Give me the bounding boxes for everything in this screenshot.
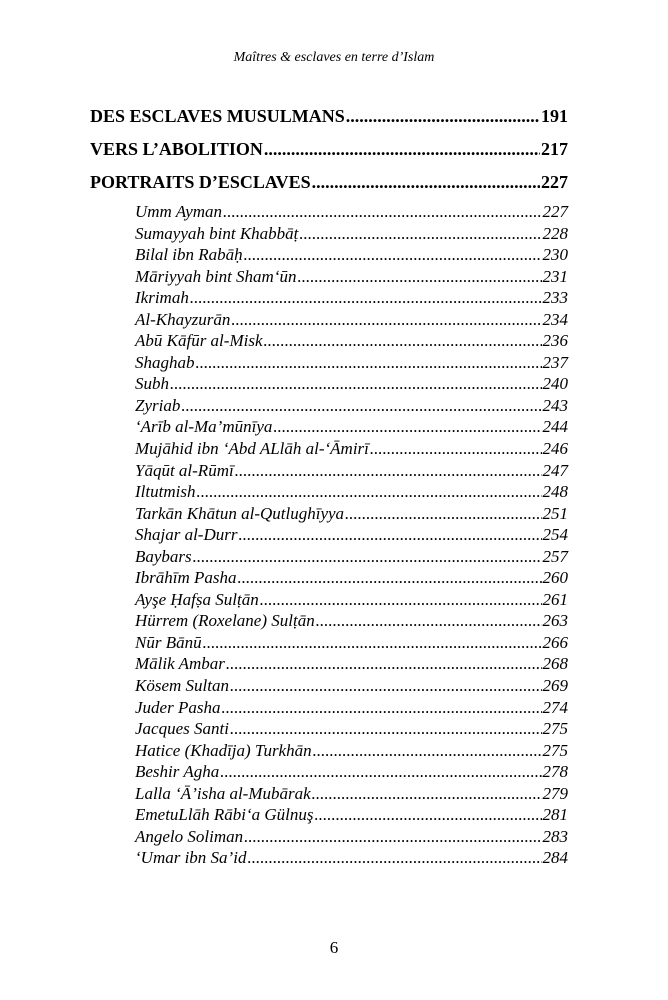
toc-entry	[135, 524, 568, 546]
toc-entry-page: 234	[542, 309, 568, 329]
toc-entry-title: Lalla ‘Ā’isha al-Mubārak	[135, 783, 311, 803]
toc-section-entry	[90, 133, 568, 166]
toc-entry-title: Shajar al-Durr	[135, 525, 238, 545]
toc-entry-title: Nūr Bānū	[135, 632, 202, 652]
toc-entry-page: 257	[542, 546, 568, 566]
dot-leader	[230, 718, 542, 740]
dot-leader	[170, 373, 542, 395]
dot-leader	[244, 244, 542, 266]
dot-leader	[370, 438, 542, 460]
toc-entry-title: Umm Ayman	[135, 202, 223, 221]
toc-entry-title: Sumayyah bint Khabbāṭ	[135, 223, 299, 243]
toc-entry	[135, 804, 568, 826]
toc-entry	[135, 826, 568, 848]
toc-entry	[135, 330, 568, 352]
toc-entry-page: 240	[542, 374, 568, 394]
toc-entry-page: 279	[542, 783, 568, 803]
dot-leader	[247, 847, 541, 869]
toc-entry-page: 248	[542, 482, 568, 502]
dot-leader	[203, 632, 542, 654]
toc-section-title: VERS L’ABOLITION	[90, 139, 263, 159]
toc-entry-title: Bilal ibn Rabāḥ	[135, 245, 243, 265]
toc-entry-title: Angelo Soliman	[135, 826, 244, 846]
toc-entry-page: 284	[542, 848, 568, 868]
toc-section-entry	[90, 166, 568, 199]
dot-leader	[297, 266, 541, 288]
toc-section-title: DES ESCLAVES MUSULMANS	[90, 106, 345, 126]
toc-entry-title: Tarkān Khātun al-Qutlughīyya	[135, 503, 345, 523]
toc-entry-title: Mujāhid ibn ‘Abd ALlāh al-‘Āmirī	[135, 439, 369, 459]
toc-entry	[135, 610, 568, 632]
toc-section-page: 191	[541, 106, 568, 126]
toc-entry-page: 283	[542, 826, 568, 846]
toc-entry-title: Al-Khayzurān	[135, 309, 231, 329]
toc-entry	[135, 589, 568, 611]
toc-entry	[135, 266, 568, 288]
toc-entry-title: ‘Arīb al-Ma’mūnīya	[135, 417, 273, 437]
toc-entry	[135, 783, 568, 805]
toc-entry-page: 228	[542, 223, 568, 243]
toc-entry-title: Kösem Sultan	[135, 676, 229, 696]
dot-leader	[196, 352, 542, 374]
toc-entry	[135, 675, 568, 697]
toc-entry-title: Māriyyah bint Sham‘ūn	[135, 266, 297, 286]
running-header: Maîtres & esclaves en terre d’Islam	[233, 50, 435, 65]
toc-entry	[135, 373, 568, 395]
toc-entry	[135, 632, 568, 654]
toc-entry-page: 281	[542, 805, 568, 825]
dot-leader	[226, 653, 542, 675]
toc-entry	[135, 438, 568, 460]
dot-leader	[231, 309, 541, 331]
dot-leader	[235, 460, 542, 482]
dot-leader	[238, 524, 541, 546]
toc-entry	[135, 761, 568, 783]
toc-entry	[135, 567, 568, 589]
toc-entry-page: 243	[542, 395, 568, 415]
toc-entry	[135, 740, 568, 762]
toc-entry	[135, 416, 568, 438]
toc-entry-page: 227	[542, 202, 568, 221]
toc-entry-page: 278	[542, 762, 568, 782]
toc-entry	[135, 718, 568, 740]
toc-entry-page: 260	[542, 568, 568, 588]
toc-entry	[135, 244, 568, 266]
toc-entry-title: Hürrem (Roxelane) Sulṭān	[135, 611, 315, 631]
toc-entry-page: 275	[542, 719, 568, 739]
dot-leader	[220, 761, 541, 783]
table-of-contents	[90, 100, 568, 869]
toc-entry-list	[135, 201, 568, 869]
page-number: 6	[329, 938, 339, 957]
toc-entry-title: Jacques Santi	[135, 719, 229, 739]
toc-entry-title: Iltutmish	[135, 482, 196, 502]
toc-entry	[135, 653, 568, 675]
toc-entry-page: 247	[542, 460, 568, 480]
toc-entry	[135, 223, 568, 245]
toc-entry-title: Baybars	[135, 546, 192, 566]
toc-entry-page: 263	[542, 611, 568, 631]
toc-entry-page: 230	[542, 245, 568, 265]
dot-leader	[312, 166, 540, 199]
toc-entry-page: 236	[542, 331, 568, 351]
toc-entry-page: 274	[542, 697, 568, 717]
dot-leader	[313, 740, 542, 762]
toc-entry-page: 269	[542, 676, 568, 696]
toc-entry-page: 231	[542, 266, 568, 286]
dot-leader	[181, 395, 541, 417]
toc-entry-page: 246	[542, 439, 568, 459]
toc-entry	[135, 481, 568, 503]
toc-entry-title: Yāqūt al-Rūmī	[135, 460, 234, 480]
dot-leader	[196, 481, 541, 503]
dot-leader	[299, 223, 541, 245]
toc-entry-title: Abū Kāfūr al-Misk	[135, 331, 263, 351]
toc-section-entry	[90, 100, 568, 133]
dot-leader	[193, 546, 542, 568]
toc-entry-title: EmetuLlāh Rābi‘a Gülnuş	[135, 805, 314, 825]
toc-entry-title: ‘Umar ibn Sa’id	[135, 848, 247, 868]
toc-section-page: 227	[541, 172, 568, 192]
toc-entry	[135, 201, 568, 223]
toc-entry-title: Ayşe Ḥafṣa Sulṭān	[135, 589, 259, 609]
dot-leader	[264, 330, 542, 352]
toc-entry-page: 266	[542, 632, 568, 652]
toc-entry	[135, 546, 568, 568]
toc-entry	[135, 395, 568, 417]
dot-leader	[312, 783, 542, 805]
toc-entry	[135, 309, 568, 331]
dot-leader	[221, 697, 541, 719]
dot-leader	[345, 503, 541, 525]
toc-entry-title: Ibrāhīm Pasha	[135, 568, 237, 588]
toc-entry	[135, 287, 568, 309]
dot-leader	[244, 826, 541, 848]
dot-leader	[230, 675, 542, 697]
toc-entry-title: Beshir Agha	[135, 762, 220, 782]
toc-entry-title: Mālik Ambar	[135, 654, 225, 674]
toc-entry-page: 268	[542, 654, 568, 674]
toc-entry-page: 254	[542, 525, 568, 545]
dot-leader	[260, 589, 542, 611]
dot-leader	[346, 100, 540, 133]
toc-entry-title: Zyriab	[135, 395, 181, 415]
toc-entry	[135, 847, 568, 869]
toc-entry-title: Subh	[135, 374, 169, 394]
toc-entry	[135, 503, 568, 525]
toc-section-page: 217	[541, 139, 568, 159]
toc-entry	[135, 352, 568, 374]
dot-leader	[223, 201, 541, 223]
dot-leader	[273, 416, 541, 438]
dot-leader	[190, 287, 542, 309]
toc-entry-title: Ikrimah	[135, 288, 189, 308]
toc-entry-title: Juder Pasha	[135, 697, 221, 717]
toc-entry-page: 261	[542, 589, 568, 609]
toc-entry-page: 233	[542, 288, 568, 308]
toc-entry-title: Hatice (Khadīja) Turkhān	[135, 740, 312, 760]
toc-entry	[135, 460, 568, 482]
toc-entry-page: 251	[542, 503, 568, 523]
dot-leader	[315, 804, 542, 826]
dot-leader	[264, 133, 540, 166]
dot-leader	[238, 567, 542, 589]
toc-entry-page: 237	[542, 352, 568, 372]
toc-section-title: PORTRAITS D’ESCLAVES	[90, 172, 311, 192]
dot-leader	[316, 610, 542, 632]
toc-entry	[135, 697, 568, 719]
toc-entry-title: Shaghab	[135, 352, 195, 372]
toc-entry-page: 244	[542, 417, 568, 437]
toc-entry-page: 275	[542, 740, 568, 760]
